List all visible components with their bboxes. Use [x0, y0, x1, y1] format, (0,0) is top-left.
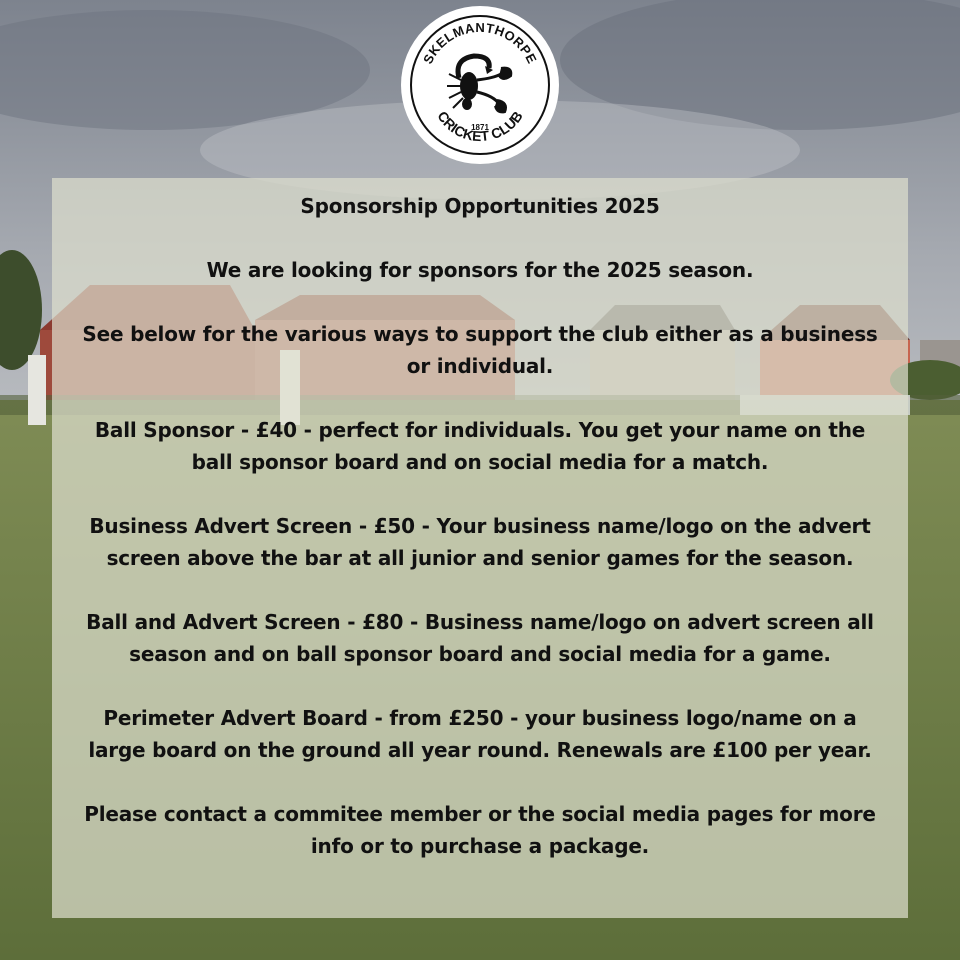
- ways-paragraph: [52, 318, 908, 382]
- page-title: Sponsorship Opportunities 2025: [300, 194, 660, 218]
- package-line: Business Advert Screen - £50 - Your business name/logo on the advert: [89, 514, 871, 538]
- logo-top-text: SKELMANTHORPE: [420, 19, 540, 67]
- package-line: Ball Sponsor - £40 - perfect for individuals. You get your name on the: [94, 418, 866, 442]
- package-line: Ball and Advert Screen - £80 - Business name/logo on advert screen all: [86, 610, 874, 634]
- ways-line: See below for the various ways to support the club either as a business: [82, 322, 878, 346]
- ways-line: or individual.: [406, 354, 554, 378]
- package-line: large board on the ground all year round. Renewals are £100 per year.: [88, 738, 872, 762]
- package-line: Perimeter Advert Board - from £250 - your business logo/name on a: [103, 706, 857, 730]
- contact-line: Please contact a commitee member or the social media pages for more: [84, 802, 876, 826]
- package-ball-and-advert-screen: [52, 606, 908, 670]
- club-logo: [399, 4, 561, 166]
- intro-text: We are looking for sponsors for the 2025 season.: [206, 258, 754, 282]
- package-line: season and on ball sponsor board and social media for a game.: [129, 642, 831, 666]
- logo-year: 1871: [471, 123, 489, 132]
- package-ball-sponsor: [52, 414, 908, 478]
- contact-paragraph: [52, 798, 908, 862]
- package-line: ball sponsor board and on social media for a match.: [191, 450, 769, 474]
- package-line: screen above the bar at all junior and senior games for the season.: [106, 546, 854, 570]
- logo-bottom-text: CRICKET CLUB: [434, 108, 526, 145]
- contact-line: info or to purchase a package.: [310, 834, 650, 858]
- package-perimeter-advert-board: [52, 702, 908, 766]
- package-business-advert-screen: [52, 510, 908, 574]
- sponsorship-text: [52, 178, 908, 862]
